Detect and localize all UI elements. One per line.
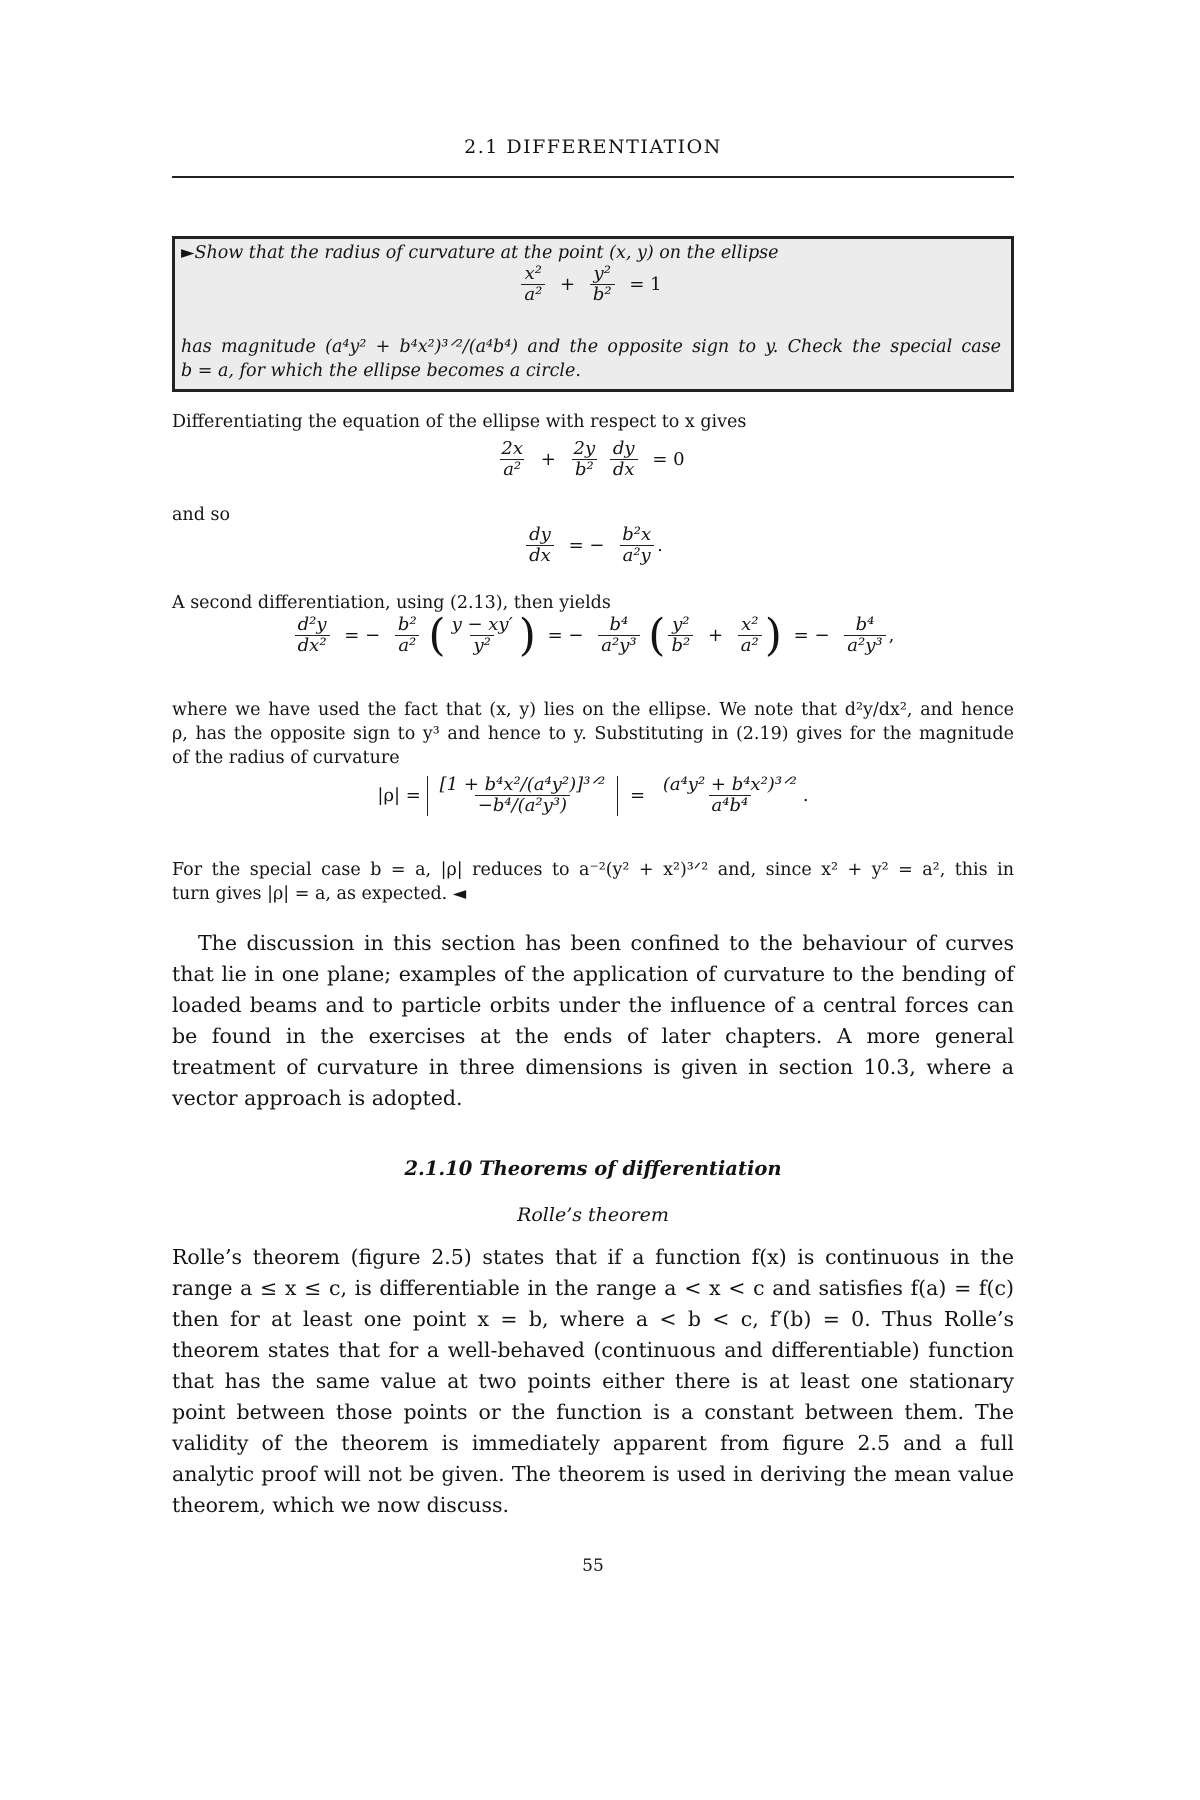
special-case-line-2: turn gives |ρ| = a, as expected. ◄: [172, 884, 467, 904]
second-differentiation-text: A second differentiation, using (2.13), then yields: [172, 593, 611, 613]
special-case-line-1: For the special case b = a, |ρ| reduces to a⁻²(y² + x²)³ᐟ² and, since x² + y² = a², this in: [172, 860, 1014, 880]
equation-radius-magnitude: |ρ| = $\frac{\text{[1 + b⁴x²/(a⁴y²)]³ᐟ²}}{\text{−b⁴/(a²y³)}}$ = $\frac{\text{(a⁴y² + b⁴x²)³ᐟ²}}{\text{a⁴b⁴}}$ .: [377, 774, 809, 816]
and-so-text: and so: [172, 505, 230, 525]
equation-second-derivative: $\frac{\text{d²y}}{\text{dx²}}$ = − $\frac{\text{b²}}{\text{a²}}$ ( $\frac{y - xy'}{\text{y²}}$ ) = − $\frac{\text{b⁴}}{\text{a²y³}}$ ( $\frac{\text{y²}}{\text{b²}}$ + $\frac{\text{x²}}{\text{a²}}$ ) = − $\frac{\text{b⁴}}{\text{a²y³}}$ ,: [172, 614, 1014, 658]
para-ellipse-line-2: ρ, has the opposite sign to y³ and hence to y. Substituting in (2.19) gives for the magnitude: [172, 724, 1014, 744]
header-rule: [172, 176, 1014, 178]
section-heading: 2.1.10 Theorems of differentiation: [404, 1157, 782, 1180]
equation-derivative: $\frac{2x}{\text{a²}}$ + $\frac{2y}{\text{b²}}$ $\frac{dy}{dx}$ = 0: [501, 438, 685, 480]
example-statement-line-1: ►Show that the radius of curvature at the point (x, y) on the ellipse: [181, 243, 779, 263]
rolle-paragraph: Rolle’s theorem (figure 2.5) states that if a function f(x) is continuous in the range a ≤ x ≤ c, is differentiable in the range a < x < c and satisfies f(a) = f(c) then for at least one point x = b, where a < b < c, f′(b) = 0. Thus Rolle’s theorem states that for a well-behaved (continuous and differentiable) function that has the same value at two points either there is at least one stationary point between those points or the function is a constant between them. The validity of the theorem is immediately apparent from figure 2.5 and a full analytic proof will not be given. The theorem is used in deriving the mean value theorem, which we now discuss.: [172, 1245, 1014, 1517]
subsection-heading: Rolle’s theorem: [517, 1204, 669, 1226]
running-head: 2.1 DIFFERENTIATION: [464, 136, 722, 158]
frac-x2-a2: $\frac{\text{x²}}{\text{a²}}$: [521, 265, 545, 305]
example-statement-line-2: has magnitude (a⁴y² + b⁴x²)³ᐟ²/(a⁴b⁴) and the opposite sign to y. Check the special case: [181, 337, 1001, 357]
solution-intro: Differentiating the equation of the ellipse with respect to x gives: [172, 412, 747, 432]
equation-dydx: $\frac{dy}{dx}$ = − $\frac{\text{b²x}}{\text{a²y}}$ .: [172, 526, 1014, 566]
discussion-paragraph: The discussion in this section has been confined to the behaviour of curves that lie in one plane; examples of the application of curvature to the bending of loaded beams and to particle orbits under the influence of a central forces can be found in the exercises at the ends of later chapters. A more general treatment of curvature in three dimensions is given in section 10.3, where a vector approach is adopted.: [172, 931, 1014, 1110]
ellipse-equation: $\frac{\text{x²}}{\text{a²}}$ + $\frac{\text{y²}}{\text{b²}}$ = 1: [175, 265, 1011, 305]
frac-y2-b2: $\frac{\text{y²}}{\text{b²}}$: [590, 265, 615, 305]
example-statement-line-3: b = a, for which the ellipse becomes a circle.: [181, 361, 581, 381]
page: [172, 0, 1014, 1800]
page-number: 55: [582, 1556, 604, 1576]
para-ellipse-line-1: where we have used the fact that (x, y) lies on the ellipse. We note that d²y/dx², and hence: [172, 700, 1014, 720]
worked-example-box: [172, 236, 1014, 392]
para-ellipse-line-3: of the radius of curvature: [172, 748, 400, 768]
